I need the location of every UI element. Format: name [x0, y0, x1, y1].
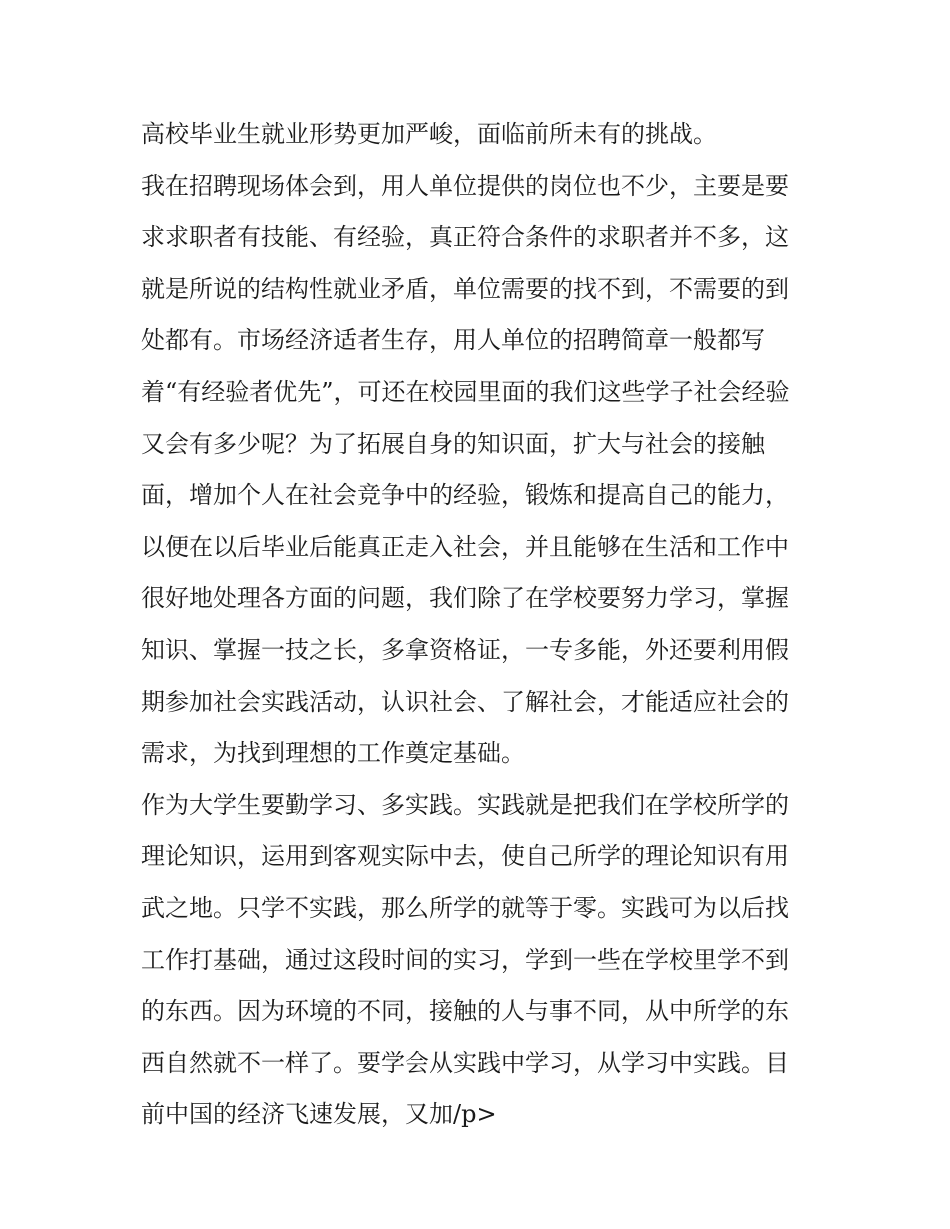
- text-line-14: 作为大学生要勤学习、多实践。实践就是把我们在学校所学的: [141, 790, 789, 819]
- text-line-6: 着“有经验者优先”，可还在校园里面的我们这些学子社会经验: [141, 377, 790, 406]
- text-line-5: 处都有。市场经济适者生存，用人单位的招聘简章一般都写: [141, 326, 765, 355]
- text-line-17: 工作打基础，通过这段时间的实习，学到一些在学校里学不到: [141, 945, 789, 974]
- body-text: [141, 109, 821, 1141]
- text-line-3: 求求职者有技能、有经验，真正符合条件的求职者并不多，这: [141, 223, 789, 252]
- text-line-18: 的东西。因为环境的不同，接触的人与事不同，从中所学的东: [141, 997, 789, 1026]
- text-line-19: 西自然就不一样了。要学会从实践中学习，从学习中实践。目: [141, 1048, 789, 1077]
- text-line-11: 知识、掌握一技之长，多拿资格证，一专多能，外还要利用假: [141, 635, 789, 664]
- text-line-9: 以便在以后毕业后能真正走入社会，并且能够在生活和工作中: [141, 532, 789, 561]
- text-line-13: 需求，为找到理想的工作奠定基础。: [141, 739, 525, 768]
- text-line-16: 武之地。只学不实践，那么所学的就等于零。实践可为以后找: [141, 893, 789, 922]
- text-line-20: 前中国的经济飞速发展，又加/p>: [141, 1100, 497, 1129]
- text-line-10: 很好地处理各方面的问题，我们除了在学校要努力学习，掌握: [141, 584, 789, 613]
- text-line-12: 期参加社会实践活动，认识社会、了解社会，才能适应社会的: [141, 687, 789, 716]
- text-line-15: 理论知识，运用到客观实际中去，使自己所学的理论知识有用: [141, 842, 789, 871]
- text-line-8: 面，增加个人在社会竞争中的经验，锻炼和提高自己的能力，: [141, 481, 789, 510]
- text-line-7: 又会有多少呢？为了拓展自身的知识面，扩大与社会的接触: [141, 429, 765, 458]
- text-line-2: 我在招聘现场体会到，用人单位提供的岗位也不少，主要是要: [141, 171, 789, 200]
- text-line-1: 高校毕业生就业形势更加严峻，面临前所未有的挑战。: [141, 120, 717, 148]
- text-line-4: 就是所说的结构性就业矛盾，单位需要的找不到，不需要的到: [141, 274, 789, 303]
